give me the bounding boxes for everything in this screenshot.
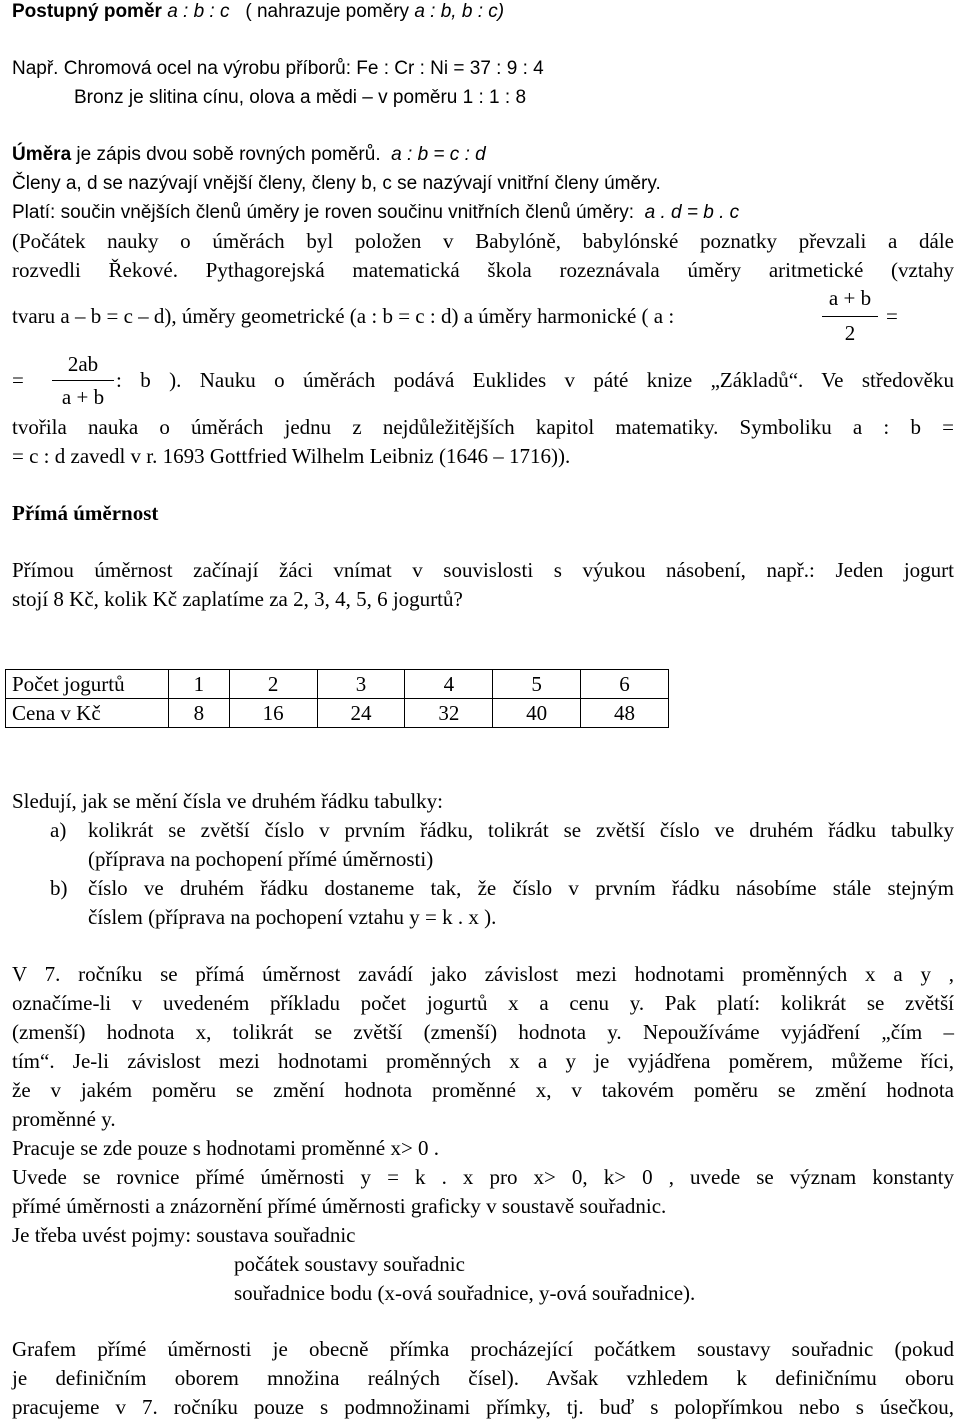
umera-plati	[12, 201, 739, 225]
postupny-pomer-expr: a : b : c	[167, 1, 230, 22]
umera-definition	[12, 143, 486, 167]
observe-a-line-2: (příprava na pochopení přímé úměrnosti)	[88, 847, 434, 871]
postupny-pomer-note: ( nahrazuje poměry	[245, 1, 410, 22]
grade7-line-2: označíme-li v uvedeném příkladu počet jogurtů x a cenu y. Pak platí: kolikrát se zvětší	[12, 991, 954, 1015]
postupny-pomer-heading	[12, 0, 504, 24]
list-marker-b: b)	[50, 876, 68, 900]
table-row-label: Cena v Kč	[6, 699, 169, 728]
umera-term: Úměra	[12, 144, 72, 165]
fraction-1-bar	[822, 316, 878, 317]
umera-def-expr: a : b = c : d	[391, 144, 486, 165]
umera-def-text: je zápis dvou sobě rovných poměrů.	[71, 144, 381, 165]
table-cell: 8	[169, 699, 230, 728]
grade7-line-8: Uvede se rovnice přímé úměrnosti y = k . x pro x> 0, k> 0 , uvede se význam konstanty	[12, 1165, 954, 1189]
grade7-line-5: že v jakém poměru se změní hodnota proměnné x, v takovém poměru se změní hodnota	[12, 1078, 954, 1102]
table-cell: 40	[493, 699, 581, 728]
fraction-1-numerator: a + b	[828, 286, 872, 310]
table-row	[6, 670, 669, 699]
observe-intro: Sledují, jak se mění čísla ve druhém řádku tabulky:	[12, 789, 443, 813]
graf-line-1: Grafem přímé úměrnosti je obecně přímka procházející počátkem soustavy souřadnic (pokud	[12, 1337, 954, 1361]
grade7-line-9: přímé úměrnosti a znázornění přímé úměrnosti graficky v soustavě souřadnic.	[12, 1194, 667, 1218]
fraction-2-numerator: 2ab	[67, 352, 99, 376]
table-cell: 32	[405, 699, 493, 728]
grade7-line-6: proměnné y.	[12, 1107, 116, 1131]
fraction-2-bar	[52, 380, 114, 381]
umera-history-4-equals: =	[12, 368, 24, 392]
table-cell: 3	[317, 670, 405, 699]
prima-paragraph-2: stojí 8 Kč, kolik Kč zaplatíme za 2, 3, 4, 5, 6 jogurtů?	[12, 587, 463, 611]
table-cell: 1	[169, 670, 230, 699]
grade7-line-3: (zmenší) hodnota x, tolikrát se zvětší (zmenší) hodnota y. Nepoužíváme vyjádření „čím –	[12, 1020, 954, 1044]
observe-a-line-1: kolikrát se zvětší číslo v prvním řádku, tolikrát se zvětší číslo ve druhém řádku tabulky	[88, 818, 954, 842]
jogurt-table	[5, 669, 669, 728]
prima-paragraph-1: Přímou úměrnost začínají žáci vnímat v souvislosti s výukou násobení, např.: Jeden jogurt	[12, 558, 954, 582]
table-cell: 2	[229, 670, 317, 699]
table-cell: 4	[405, 670, 493, 699]
list-marker-a: a)	[50, 818, 67, 842]
graf-line-2: je definičním oborem množina reálných čísel). Avšak vzhledem k definičnímu oboru	[12, 1366, 954, 1390]
umera-history-1: (Počátek nauky o úměrách byl položen v Babylóně, babylónské poznatky převzali a dále	[12, 229, 954, 253]
umera-plati-text: Platí: součin vnějších členů úměry je roven součinu vnitřních členů úměry:	[12, 202, 635, 223]
table-row	[6, 699, 669, 728]
graf-line-3: pracujeme v 7. ročníku pouze s podmnožinami přímky, tj. buď s polopřímkou nebo s úsečkou,	[12, 1395, 954, 1419]
umera-history-3-equals: =	[886, 304, 898, 328]
grade7-line-12: souřadnice bodu (x-ová souřadnice, y-ová souřadnice).	[234, 1281, 696, 1305]
postupny-pomer-label: Postupný poměr	[12, 1, 162, 22]
table-cell: 6	[581, 670, 669, 699]
table-row-label: Počet jogurtů	[6, 670, 169, 699]
observe-b-line-1: číslo ve druhém řádku dostaneme tak, že číslo v prvním řádku násobíme stále stejným	[88, 876, 954, 900]
umera-history-5: tvořila nauka o úměrách jednu z nejdůležitějších kapitol matematiky. Symboliku a : b =	[12, 415, 954, 439]
table-cell: 5	[493, 670, 581, 699]
umera-history-4: : b ). Nauku o úměrách podává Euklides v páté knize „Základů“. Ve středověku	[116, 368, 954, 392]
grade7-line-11: počátek soustavy souřadnic	[234, 1252, 465, 1276]
umera-history-3: tvaru a – b = c – d), úměry geometrické (a : b = c : d) a úměry harmonické ( a :	[12, 304, 675, 328]
postupny-pomer-note-expr: a : b, b : c)	[414, 1, 505, 22]
umera-plati-expr: a . d = b . c	[644, 202, 740, 223]
grade7-line-1: V 7. ročníku se přímá úměrnost zavádí jako závislost mezi hodnotami proměnných x a y ,	[12, 962, 954, 986]
table-cell: 48	[581, 699, 669, 728]
example-line-1: Např. Chromová ocel na výrobu příborů: Fe : Cr : Ni = 37 : 9 : 4	[12, 58, 544, 79]
grade7-line-4: tím“. Je-li závislost mezi hodnotami proměnných x a y je vyjádřena poměrem, můžeme říci,	[12, 1049, 954, 1073]
example-line-2: Bronz je slitina cínu, olova a mědi – v poměru 1 : 1 : 8	[74, 87, 527, 108]
fraction-2-denominator: a + b	[61, 385, 105, 409]
umera-history-2: rozvedli Řekové. Pythagorejská matematická škola rozeznávala úměry aritmetické (vztahy	[12, 258, 954, 282]
umera-members: Členy a, d se nazývají vnější členy, členy b, c se nazývají vnitřní členy úměry.	[12, 173, 661, 194]
umera-history-6: = c : d zavedl v r. 1693 Gottfried Wilhelm Leibniz (1646 – 1716)).	[12, 444, 571, 468]
prima-heading-text: Přímá úměrnost	[12, 501, 159, 525]
grade7-line-10: Je třeba uvést pojmy: soustava souřadnic	[12, 1223, 356, 1247]
observe-b-line-2: číslem (příprava na pochopení vztahu y = k . x ).	[88, 905, 497, 929]
prima-umernost-heading	[12, 501, 158, 525]
table-cell: 24	[317, 699, 405, 728]
grade7-line-7: Pracuje se zde pouze s hodnotami proměnné x> 0 .	[12, 1136, 440, 1160]
table-cell: 16	[229, 699, 317, 728]
fraction-1-denominator: 2	[844, 321, 856, 345]
